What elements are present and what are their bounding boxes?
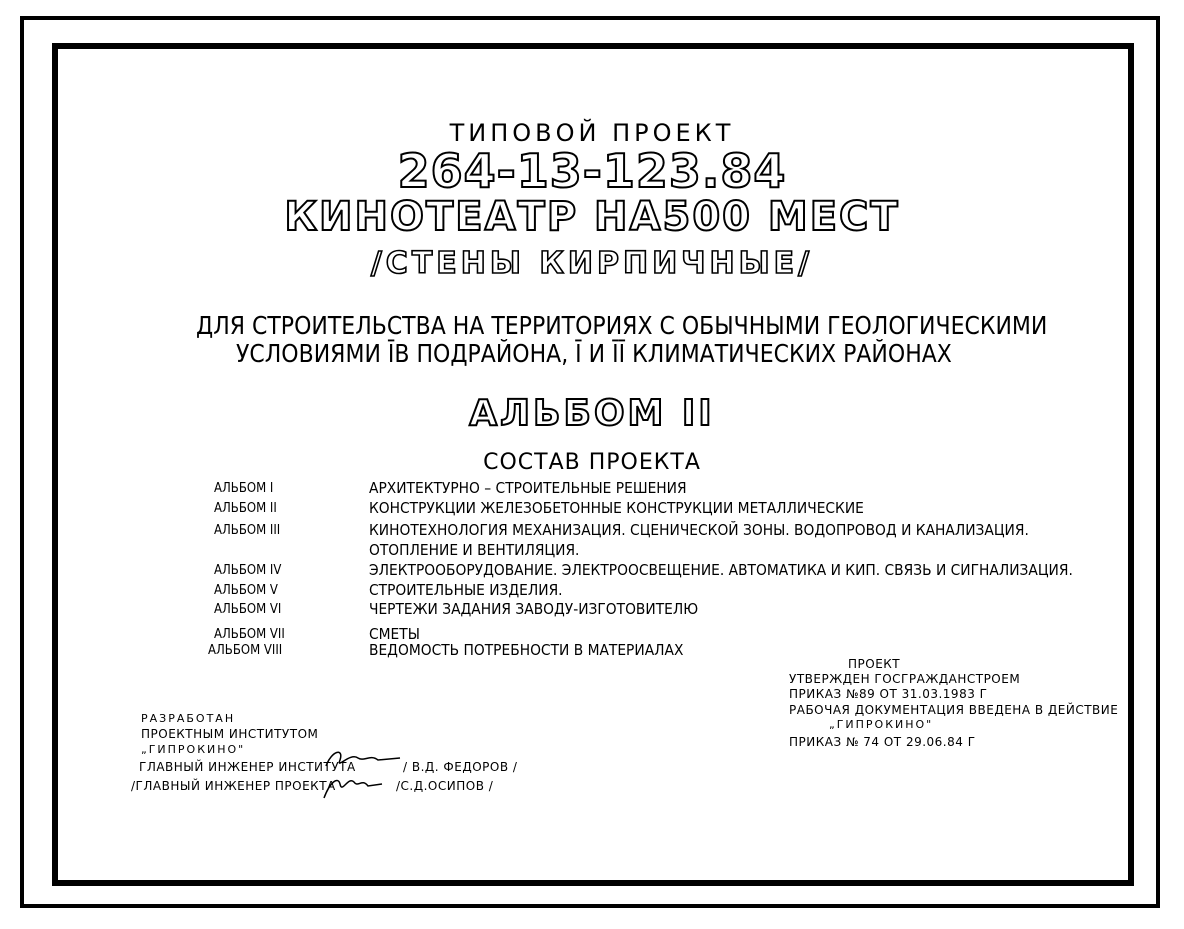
album-label: АЛЬБОМ V bbox=[214, 583, 278, 598]
conditions-line-1: ДЛЯ СТРОИТЕЛЬСТВА НА ТЕРРИТОРИЯХ С ОБЫЧНЫМИ ГЕОЛОГИЧЕСКИМИ bbox=[196, 311, 1048, 340]
approval-order: ПРИКАЗ №89 ОТ 31.03.1983 Г bbox=[789, 687, 988, 701]
composition-heading: СОСТАВ ПРОЕКТА bbox=[483, 450, 701, 475]
approval-institute: „ГИПРОКИНО" bbox=[829, 718, 934, 731]
album-desc-cont: ОТОПЛЕНИЕ И ВЕНТИЛЯЦИЯ. bbox=[369, 541, 580, 559]
album-label: АЛЬБОМ VI bbox=[214, 602, 282, 617]
album-desc: СТРОИТЕЛЬНЫЕ ИЗДЕЛИЯ. bbox=[369, 581, 563, 599]
album-desc: ЭЛЕКТРООБОРУДОВАНИЕ. ЭЛЕКТРООСВЕЩЕНИЕ. АВТОМАТИКА И КИП. СВЯЗЬ И СИГНАЛИЗАЦИЯ. bbox=[369, 561, 1073, 579]
album-title: АЛЬБОМ II bbox=[469, 393, 715, 434]
chief-engineer-project-label: /ГЛАВНЫЙ ИНЖЕНЕР ПРОЕКТА bbox=[131, 779, 336, 793]
project-type: ТИПОВОЙ ПРОЕКТ bbox=[449, 119, 735, 147]
project-number: 264-13-123.84 bbox=[397, 144, 787, 198]
chief-engineer-institute-name: / В.Д. ФЕДОРОВ / bbox=[403, 760, 518, 774]
approval-order-2: ПРИКАЗ № 74 ОТ 29.06.84 Г bbox=[789, 735, 976, 749]
album-label: АЛЬБОМ II bbox=[214, 501, 277, 516]
album-label: АЛЬБОМ I bbox=[214, 481, 274, 496]
developer-institute: „ГИПРОКИНО" bbox=[141, 743, 246, 756]
approval-effective: РАБОЧАЯ ДОКУМЕНТАЦИЯ ВВЕДЕНА В ДЕЙСТВИЕ bbox=[789, 703, 1119, 717]
approval-heading: ПРОЕКТ bbox=[848, 657, 901, 671]
album-desc: КИНОТЕХНОЛОГИЯ МЕХАНИЗАЦИЯ. СЦЕНИЧЕСКОЙ ЗОНЫ. ВОДОПРОВОД И КАНАЛИЗАЦИЯ. bbox=[369, 521, 1029, 539]
developer-heading: РАЗРАБОТАН bbox=[141, 712, 236, 725]
album-label: АЛЬБОМ III bbox=[214, 523, 281, 538]
conditions-line-2: УСЛОВИЯМИ ĪВ ПОДРАЙОНА, Ī И ĪĪ КЛИМАТИЧЕСКИХ РАЙОНАХ bbox=[236, 339, 952, 368]
album-desc: КОНСТРУКЦИИ ЖЕЛЕЗОБЕТОННЫЕ КОНСТРУКЦИИ МЕТАЛЛИЧЕСКИЕ bbox=[369, 499, 864, 517]
document-subtitle: /СТЕНЫ КИРПИЧНЫЕ/ bbox=[370, 246, 814, 281]
signature-image bbox=[318, 772, 384, 804]
approval-body: УТВЕРЖДЕН ГОСГРАЖДАНСТРОЕМ bbox=[789, 672, 1021, 686]
document-title: КИНОТЕАТР НА500 МЕСТ bbox=[284, 194, 900, 240]
album-label: АЛЬБОМ VII bbox=[214, 627, 285, 642]
chief-engineer-project-name: /С.Д.ОСИПОВ / bbox=[396, 779, 494, 793]
album-label: АЛЬБОМ IV bbox=[214, 563, 282, 578]
chief-engineer-institute-label: ГЛАВНЫЙ ИНЖЕНЕР ИНСТИТУТА bbox=[139, 760, 356, 774]
album-desc: СМЕТЫ bbox=[369, 625, 420, 643]
album-desc: АРХИТЕКТУРНО – СТРОИТЕЛЬНЫЕ РЕШЕНИЯ bbox=[369, 479, 687, 497]
signature-image bbox=[322, 746, 402, 774]
album-desc: ЧЕРТЕЖИ ЗАДАНИЯ ЗАВОДУ-ИЗГОТОВИТЕЛЮ bbox=[369, 600, 699, 618]
album-label: АЛЬБОМ VIII bbox=[208, 643, 283, 658]
album-desc: ВЕДОМОСТЬ ПОТРЕБНОСТИ В МАТЕРИАЛАХ bbox=[369, 641, 684, 659]
developer-institute-label: ПРОЕКТНЫМ ИНСТИТУТОМ bbox=[141, 727, 319, 741]
